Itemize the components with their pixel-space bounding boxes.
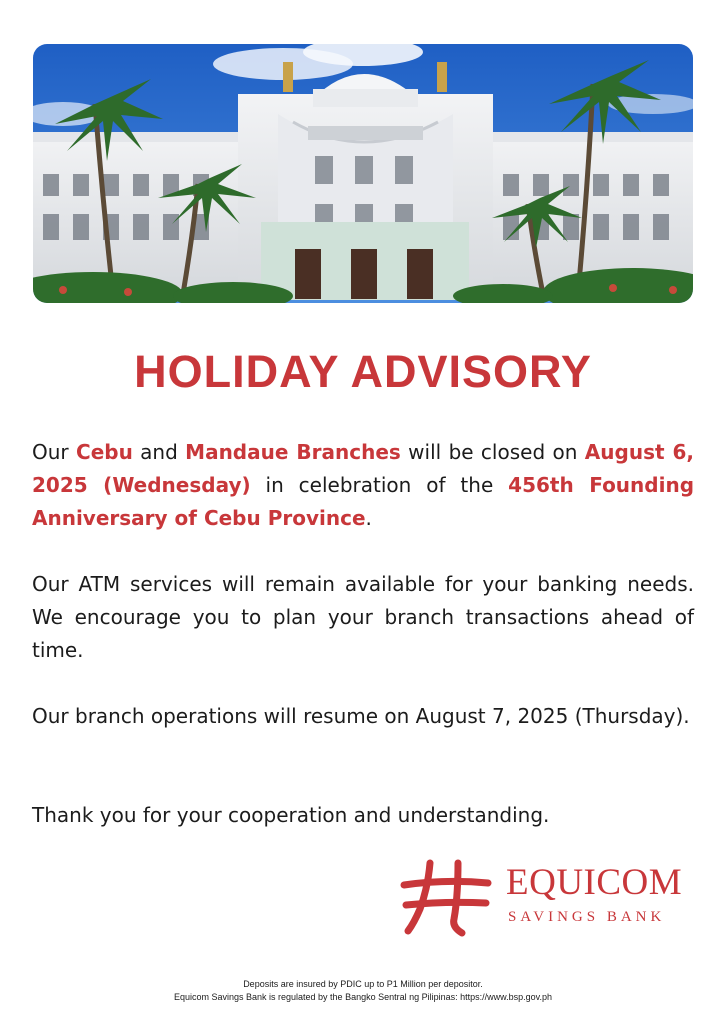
- text-fragment: .: [365, 506, 372, 530]
- branch-name-mandaue: Mandaue Branches: [185, 440, 401, 464]
- page-title: HOLIDAY ADVISORY: [134, 346, 592, 397]
- equicom-logo: [400, 857, 700, 937]
- text-fragment: will be closed on: [400, 440, 585, 464]
- logo-subtitle: SAVINGS BANK: [508, 909, 666, 925]
- equicom-mark-icon: [400, 857, 492, 937]
- closure-paragraph: [32, 436, 694, 535]
- thank-you-paragraph: Thank you for your cooperation and understanding.: [32, 803, 550, 827]
- hero-image: [33, 44, 693, 303]
- footer-pdic-notice: Deposits are insured by PDIC up to P1 Million per depositor.: [243, 979, 483, 989]
- footer-bsp-notice: Equicom Savings Bank is regulated by the Bangko Sentral ng Pilipinas: https://www.bsp.gov.ph: [173, 992, 553, 1002]
- text-fragment: and: [132, 440, 186, 464]
- atm-paragraph: Our ATM services will remain available for your banking needs. We encourage you to plan your branch transactions ahead of time.: [32, 572, 694, 662]
- capitol-building-illustration: [33, 44, 693, 303]
- resume-paragraph: Our branch operations will resume on August 7, 2025 (Thursday).: [32, 704, 690, 728]
- branch-name-cebu: Cebu: [76, 440, 133, 464]
- anniversary-name: 456th Founding Anniversary of Cebu Province: [32, 473, 695, 530]
- closure-date: August 6, 2025 (Wednesday): [32, 440, 695, 497]
- text-fragment: in celebration of the: [250, 473, 509, 497]
- logo-name: EQUICOM: [506, 862, 683, 903]
- text-fragment: Our: [32, 440, 77, 464]
